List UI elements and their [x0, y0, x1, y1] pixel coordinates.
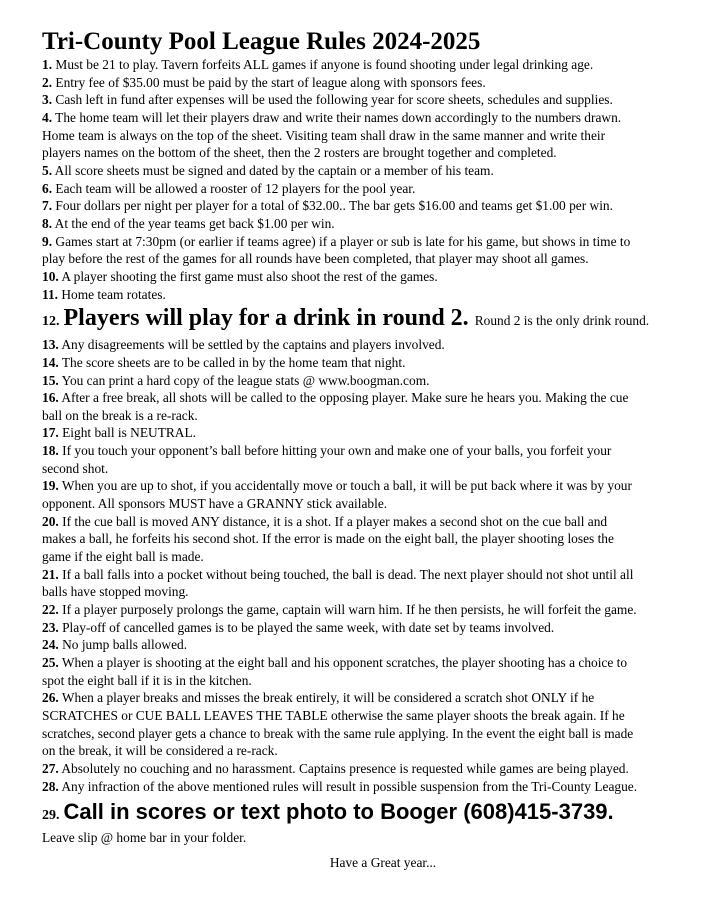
rule-number: 23.: [42, 619, 59, 635]
rule-text: The home team will let their players draw and write their names down accordingly to the numbers drawn.: [55, 109, 622, 125]
rule-29-headline: Call in scores or text photo to Booger (608)415-3739.: [63, 799, 614, 825]
rule-12: [42, 305, 685, 335]
rule-number: 14.: [42, 354, 59, 370]
rule-line: [42, 268, 685, 286]
rule-text: The score sheets are to be called in by the home team that night.: [61, 354, 406, 370]
rule-text: game if the eight ball is made.: [42, 549, 204, 565]
rule-line: [42, 286, 685, 304]
rule-number: 27.: [42, 760, 59, 776]
rule-line: [42, 530, 685, 548]
rule-line: [42, 389, 685, 407]
rule-line: [42, 460, 685, 478]
rule-number: 3.: [42, 92, 53, 108]
rule-text: scratches, second player gets a chance to break with the same rule applying. In the event the eight ball is made: [42, 725, 634, 741]
rule-line: [42, 442, 685, 460]
rule-text: At the end of the year teams get back $1.00 per win.: [54, 215, 335, 231]
rule-number: 6.: [42, 180, 53, 196]
rule-line: [42, 127, 685, 145]
rule-number: 22.: [42, 602, 59, 618]
rule-line: [42, 354, 685, 372]
rule-text: Eight ball is NEUTRAL.: [62, 425, 197, 441]
rule-text: Home team rotates.: [61, 286, 166, 302]
rule-number: 8.: [42, 215, 53, 231]
rule-line: [42, 548, 685, 566]
rule-line: [42, 91, 685, 109]
rule-line: [42, 566, 685, 584]
rule-text: Absolutely no couching and no harassment. Captains presence is requested while games are being played.: [61, 760, 629, 776]
rule-number: 20.: [42, 513, 59, 529]
rule-line: [42, 477, 685, 495]
rule-line: [42, 725, 685, 743]
rule-number: 4.: [42, 109, 53, 125]
rule-text: You can print a hard copy of the league stats @ www.boogman.com.: [61, 372, 430, 388]
rule-line: [42, 742, 685, 760]
rule-line: [42, 372, 685, 390]
rule-text: players names on the bottom of the sheet, then the 2 rosters are brought together and completed.: [42, 145, 557, 161]
rule-line: [42, 109, 685, 127]
rule-text: spot the eight ball if it is in the kitchen.: [42, 672, 252, 688]
rule-text: No jump balls allowed.: [62, 637, 188, 653]
rule-text: Any infraction of the above mentioned rules will result in possible suspension from the Tri-County League.: [61, 778, 638, 794]
rule-12-headline: Players will play for a drink in round 2.: [63, 305, 469, 332]
rule-line: [42, 162, 685, 180]
rule-line: [42, 707, 685, 725]
rule-text: Each team will be allowed a rooster of 12 players for the pool year.: [55, 180, 416, 196]
rule-text: Play-off of cancelled games is to be played the same week, with date set by teams involved.: [62, 619, 555, 635]
rule-line: [42, 74, 685, 92]
rule-text: Home team is always on the top of the sheet. Visiting team shall draw in the same manner and write their: [42, 127, 606, 143]
rule-line: [42, 778, 685, 796]
rule-line: [42, 407, 685, 425]
rule-text: After a free break, all shots will be called to the opposing player. Make sure he hears you. Making the cue: [61, 390, 629, 406]
rule-text: If the cue ball is moved ANY distance, it is a shot. If a player makes a second shot on the cue ball and: [62, 513, 608, 529]
rule-number: 19.: [42, 478, 59, 494]
rule-line: [42, 336, 685, 354]
rule-line: [42, 495, 685, 513]
rule-text: Cash left in fund after expenses will be used the following year for score sheets, schedules and supplies.: [55, 92, 613, 108]
rule-text: If a ball falls into a pocket without being touched, the ball is dead. The next player should not shot until all: [62, 566, 634, 582]
rule-text: play before the rest of the games for all rounds have been completed, that player may shoot all games.: [42, 251, 589, 267]
rule-line: [42, 56, 685, 74]
rule-number: 29.: [42, 808, 60, 824]
rule-number: 18.: [42, 443, 59, 459]
rule-line: [42, 197, 685, 215]
rule-12-rest: Round 2 is the only drink round.: [474, 313, 650, 329]
rule-text: Any disagreements will be settled by the captains and players involved.: [61, 337, 445, 353]
rule-text: ball on the break is a re-rack.: [42, 407, 198, 423]
rule-number: 15.: [42, 372, 59, 388]
rules-block-1: [42, 56, 685, 303]
rule-line: [42, 233, 685, 251]
rule-line: [42, 760, 685, 778]
rule-number: 1.: [42, 57, 53, 72]
rule-line: [42, 619, 685, 637]
rule-number: 5.: [42, 162, 53, 178]
rule-line: [42, 672, 685, 690]
rule-text: SCRATCHES or CUE BALL LEAVES THE TABLE otherwise the same player shoots the break again. If he: [42, 707, 625, 723]
rule-text: All score sheets must be signed and dated by the captain or a member of his team.: [54, 162, 494, 178]
rule-text: Must be 21 to play. Tavern forfeits ALL games if anyone is found shooting under legal drinking age.: [55, 57, 594, 72]
rules-block-2: [42, 336, 685, 795]
rule-number: 13.: [42, 337, 59, 353]
rule-text: When you are up to shot, if you accidentally move or touch a ball, it will be put back where it was by your: [61, 478, 632, 494]
rule-text: If you touch your opponent’s ball before hitting your own and make one of your balls, you forfeit your: [62, 443, 612, 459]
rule-text: second shot.: [42, 460, 109, 476]
rule-number: 10.: [42, 268, 59, 284]
rule-line: [42, 424, 685, 442]
rule-text: When a player breaks and misses the break entirely, it will be considered a scratch shot ONLY if he: [61, 690, 595, 706]
rule-line: [42, 180, 685, 198]
rule-number: 9.: [42, 233, 53, 249]
rule-number: 12.: [42, 314, 60, 330]
rule-line: [42, 215, 685, 233]
rule-line: [42, 513, 685, 531]
rule-number: 16.: [42, 390, 59, 406]
rule-line: [42, 654, 685, 672]
rule-text: on the break, it will be considered a re-rack.: [42, 743, 278, 759]
rule-number: 24.: [42, 637, 59, 653]
rule-number: 26.: [42, 690, 59, 706]
rule-line: [42, 144, 685, 162]
rule-text: Entry fee of $35.00 must be paid by the start of league along with sponsors fees.: [55, 74, 486, 90]
rule-text: When a player is shooting at the eight ball and his opponent scratches, the player shooting has a choice to: [61, 655, 628, 670]
rule-number: 11.: [42, 286, 58, 302]
rule-line: [42, 636, 685, 654]
rule-text: opponent. All sponsors MUST have a GRANNY stick available.: [42, 496, 388, 512]
footer-note: Have a Great year...: [329, 855, 437, 870]
rule-number: 25.: [42, 655, 59, 670]
rule-number: 28.: [42, 778, 59, 794]
page-title: Tri-County Pool League Rules 2024-2025: [42, 28, 481, 55]
rule-number: 17.: [42, 425, 59, 441]
rule-line: [42, 601, 685, 619]
rule-line: [42, 583, 685, 601]
rule-text: If a player purposely prolongs the game, captain will warn him. If he then persists, he will forfeit the game.: [62, 602, 637, 618]
rule-line: [42, 689, 685, 707]
rule-text: Games start at 7:30pm (or earlier if teams agree) if a player or sub is late for his game, but shows in time to: [55, 233, 631, 249]
rule-number: 7.: [42, 198, 53, 214]
rules-list: [42, 56, 685, 847]
rule-text: Four dollars per night per player for a total of $32.00.. The bar gets $16.00 and teams get $1.00 per win.: [55, 198, 613, 214]
rule-number: 2.: [42, 74, 53, 90]
rule-text: balls have stopped moving.: [42, 584, 189, 600]
rule-text: makes a ball, he forfeits his second shot. If the error is made on the eight ball, the player shooting loses the: [42, 531, 614, 547]
rule-text: A player shooting the first game must also shoot the rest of the games.: [61, 268, 438, 284]
rule-line: [42, 250, 685, 268]
rule-number: 21.: [42, 566, 59, 582]
leave-slip-note: Leave slip @ home bar in your folder.: [42, 830, 247, 846]
rule-29: [42, 799, 685, 829]
